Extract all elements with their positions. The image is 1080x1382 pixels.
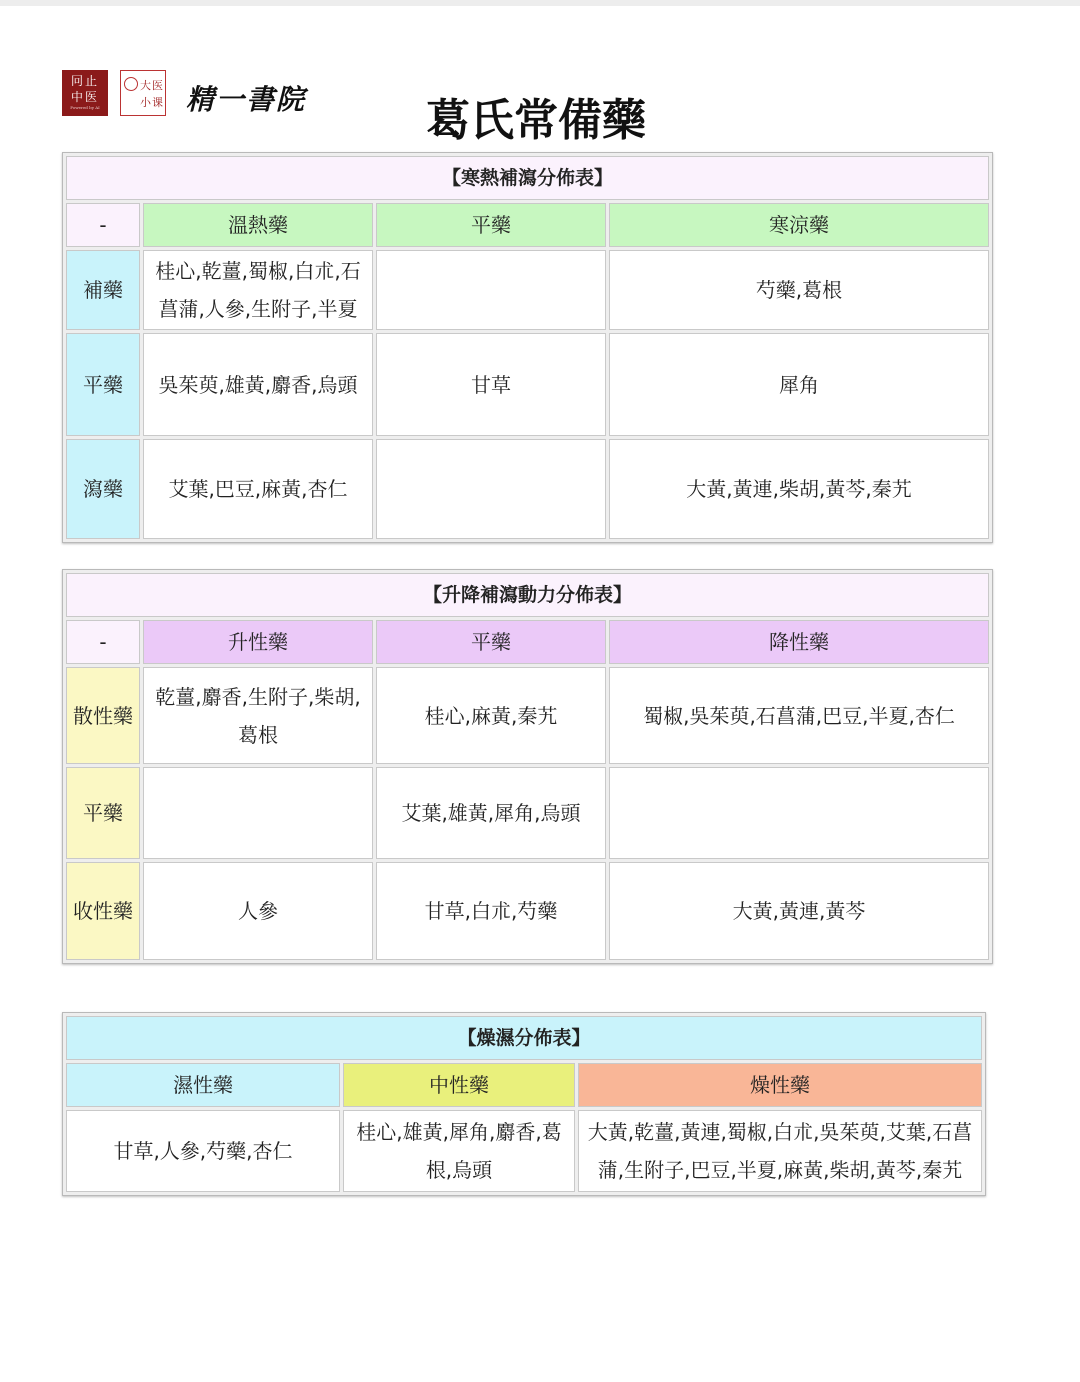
table-cell: 蜀椒,吳茱萸,石菖蒲,巴豆,半夏,杏仁 [609,667,989,764]
top-status-strip [0,0,1080,6]
column-header: 濕性藥 [66,1063,340,1107]
table-cell: 艾葉,雄黃,犀角,烏頭 [376,767,606,859]
table-ascend-descend [62,569,993,964]
logo1-line2: 中医 [70,90,99,104]
table-cell [143,767,373,859]
table-caption: 【寒熱補瀉分佈表】 [66,156,989,200]
table-cell [376,250,606,330]
logo2-line1: 大医 [140,79,164,92]
table-caption: 【燥濕分佈表】 [66,1016,982,1060]
row-header: 收性藥 [66,862,140,960]
table-cell: 大黃,乾薑,黃連,蜀椒,白朮,吳茱萸,艾葉,石菖蒲,生附子,巴豆,半夏,麻黃,柴胡,黃芩,秦艽 [578,1110,982,1192]
logo2-line2: 小课 [140,96,164,109]
table-cell: 艾葉,巴豆,麻黃,杏仁 [143,439,373,539]
column-header: 平藥 [376,620,606,664]
logo1-line3: Powered by AI [70,105,100,110]
row-header: 補藥 [66,250,140,330]
column-header: 寒涼藥 [609,203,989,247]
table-row [66,767,989,859]
column-header: 溫熱藥 [143,203,373,247]
table-cell: 芍藥,葛根 [609,250,989,330]
table-dry-wet [62,1012,986,1196]
table-cell: 桂心,麻黃,秦艽 [376,667,606,764]
table-cell: 犀角 [609,333,989,436]
column-header: 升性藥 [143,620,373,664]
column-header: 中性藥 [343,1063,575,1107]
table-cell: 乾薑,麝香,生附子,柴胡,葛根 [143,667,373,764]
table-cell: 桂心,乾薑,蜀椒,白朮,石菖蒲,人參,生附子,半夏 [143,250,373,330]
table-corner: - [66,203,140,247]
table-cell: 甘草,人參,芍藥,杏仁 [66,1110,340,1192]
row-header: 平藥 [66,767,140,859]
table-cell: 吳茱萸,雄黃,麝香,烏頭 [143,333,373,436]
table-cell [609,767,989,859]
table-row [66,667,989,764]
logo-wenzhi-zhongyi [62,70,108,116]
row-header: 瀉藥 [66,439,140,539]
logo-dayi-xiaoke [120,70,166,116]
row-header: 散性藥 [66,667,140,764]
seal-icon [124,77,138,91]
table-cell: 桂心,雄黃,犀角,麝香,葛根,烏頭 [343,1110,575,1192]
table-cell: 人參 [143,862,373,960]
table-cell: 甘草,白朮,芍藥 [376,862,606,960]
logo-jingyi-shuyuan: 精一書院 [186,83,307,116]
table-cold-heat [62,152,993,543]
column-header: 燥性藥 [578,1063,982,1107]
table-cell: 大黃,黃連,柴胡,黃芩,秦艽 [609,439,989,539]
table-caption: 【升降補瀉動力分佈表】 [66,573,989,617]
table-cell: 大黃,黃連,黃芩 [609,862,989,960]
table-row [66,1110,982,1192]
table-row [66,862,989,960]
logo1-line1: 冋止 [70,74,99,88]
column-header: 降性藥 [609,620,989,664]
page-title: 葛氏常備藥 [426,95,646,146]
table-corner: - [66,620,140,664]
row-header: 平藥 [66,333,140,436]
table-row [66,250,989,330]
table-cell [376,439,606,539]
column-header: 平藥 [376,203,606,247]
table-row [66,439,989,539]
table-cell: 甘草 [376,333,606,436]
table-row [66,333,989,436]
